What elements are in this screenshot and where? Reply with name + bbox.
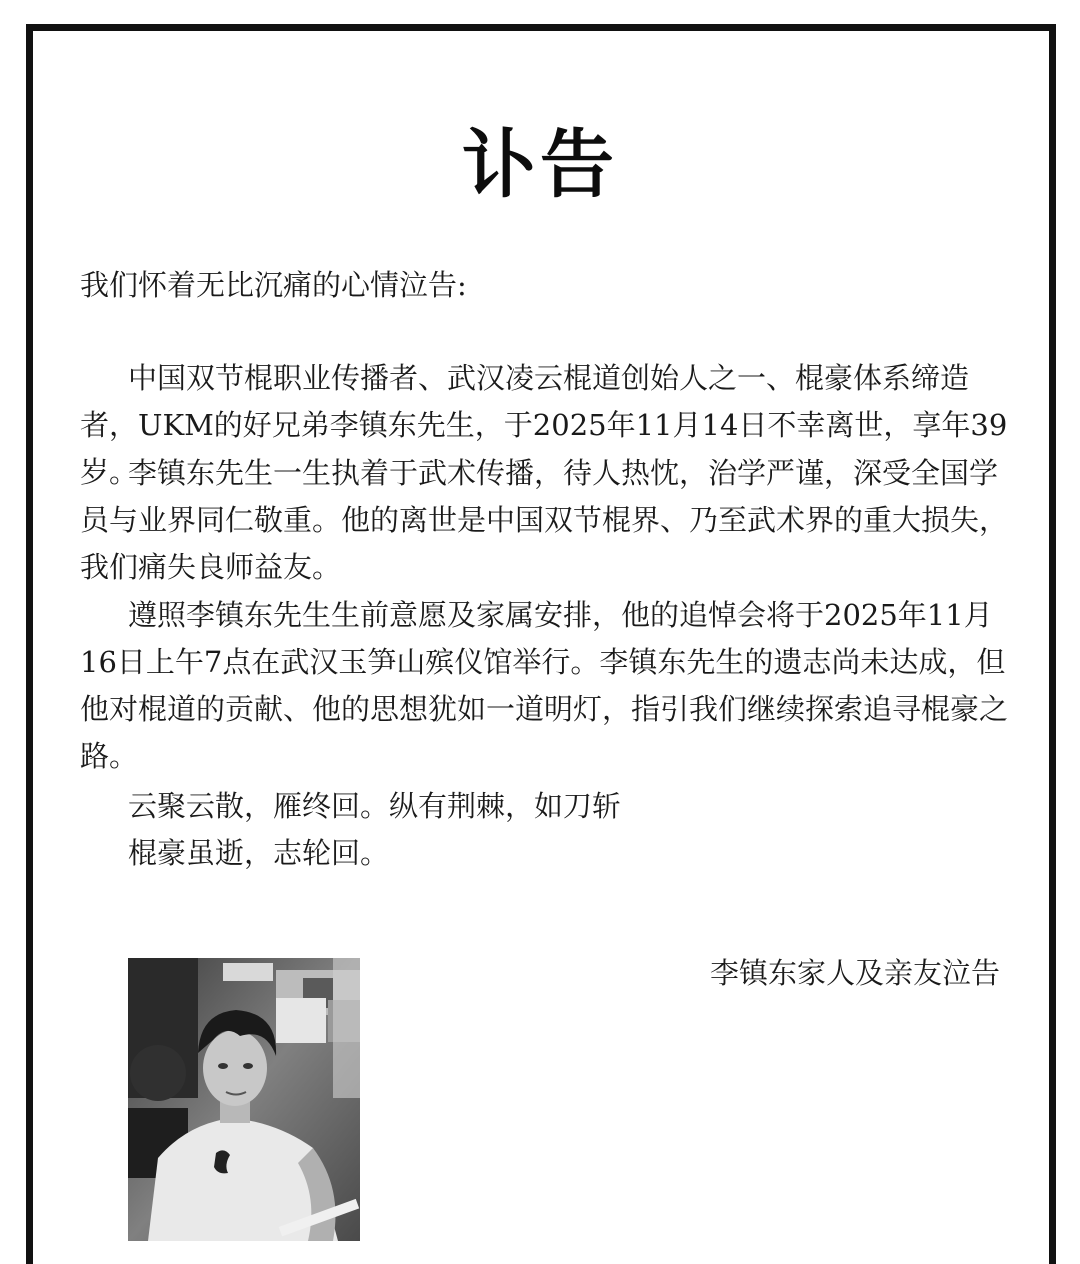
verse-line-2: 棍豪虽逝，志轮回。 bbox=[128, 836, 390, 870]
watermark-fragment bbox=[1044, 1197, 1080, 1241]
notice-title: 讣告 bbox=[462, 122, 618, 208]
notice-paragraph-2: 李镇东先生一生执着于武术传播，待人热忱，治学严谨，深受全国学员与业界同仁敬重。他的离世是中国双节棍界、乃至武术界的重大损失，我们痛失良师益友。 bbox=[80, 456, 1009, 584]
notice-signature: 李镇东家人及亲友泣告 bbox=[709, 956, 1000, 990]
verse-line-1: 云聚云散，雁终回。纵有荆棘，如刀斩 bbox=[128, 789, 622, 823]
notice-paragraph-1: 中国双节棍职业传播者、武汉凌云棍道创始人之一、棍豪体系缔造者，UKM的好兄弟李镇东先生，于2025年11月14日不幸离世，享年39岁。 bbox=[80, 361, 1008, 489]
portrait-photo bbox=[128, 958, 360, 1241]
notice-intro: 我们怀着无比沉痛的心情泣告: bbox=[80, 268, 467, 302]
notice-paragraph-3: 遵照李镇东先生生前意愿及家属安排，他的追悼会将于2025年11月16日上午7点在武汉玉笋山殡仪馆举行。李镇东先生的遗志尚未达成，但他对棍道的贡献、他的思想犹如一道明灯，指引我们继续探索追寻棍豪之路。 bbox=[80, 598, 1009, 773]
